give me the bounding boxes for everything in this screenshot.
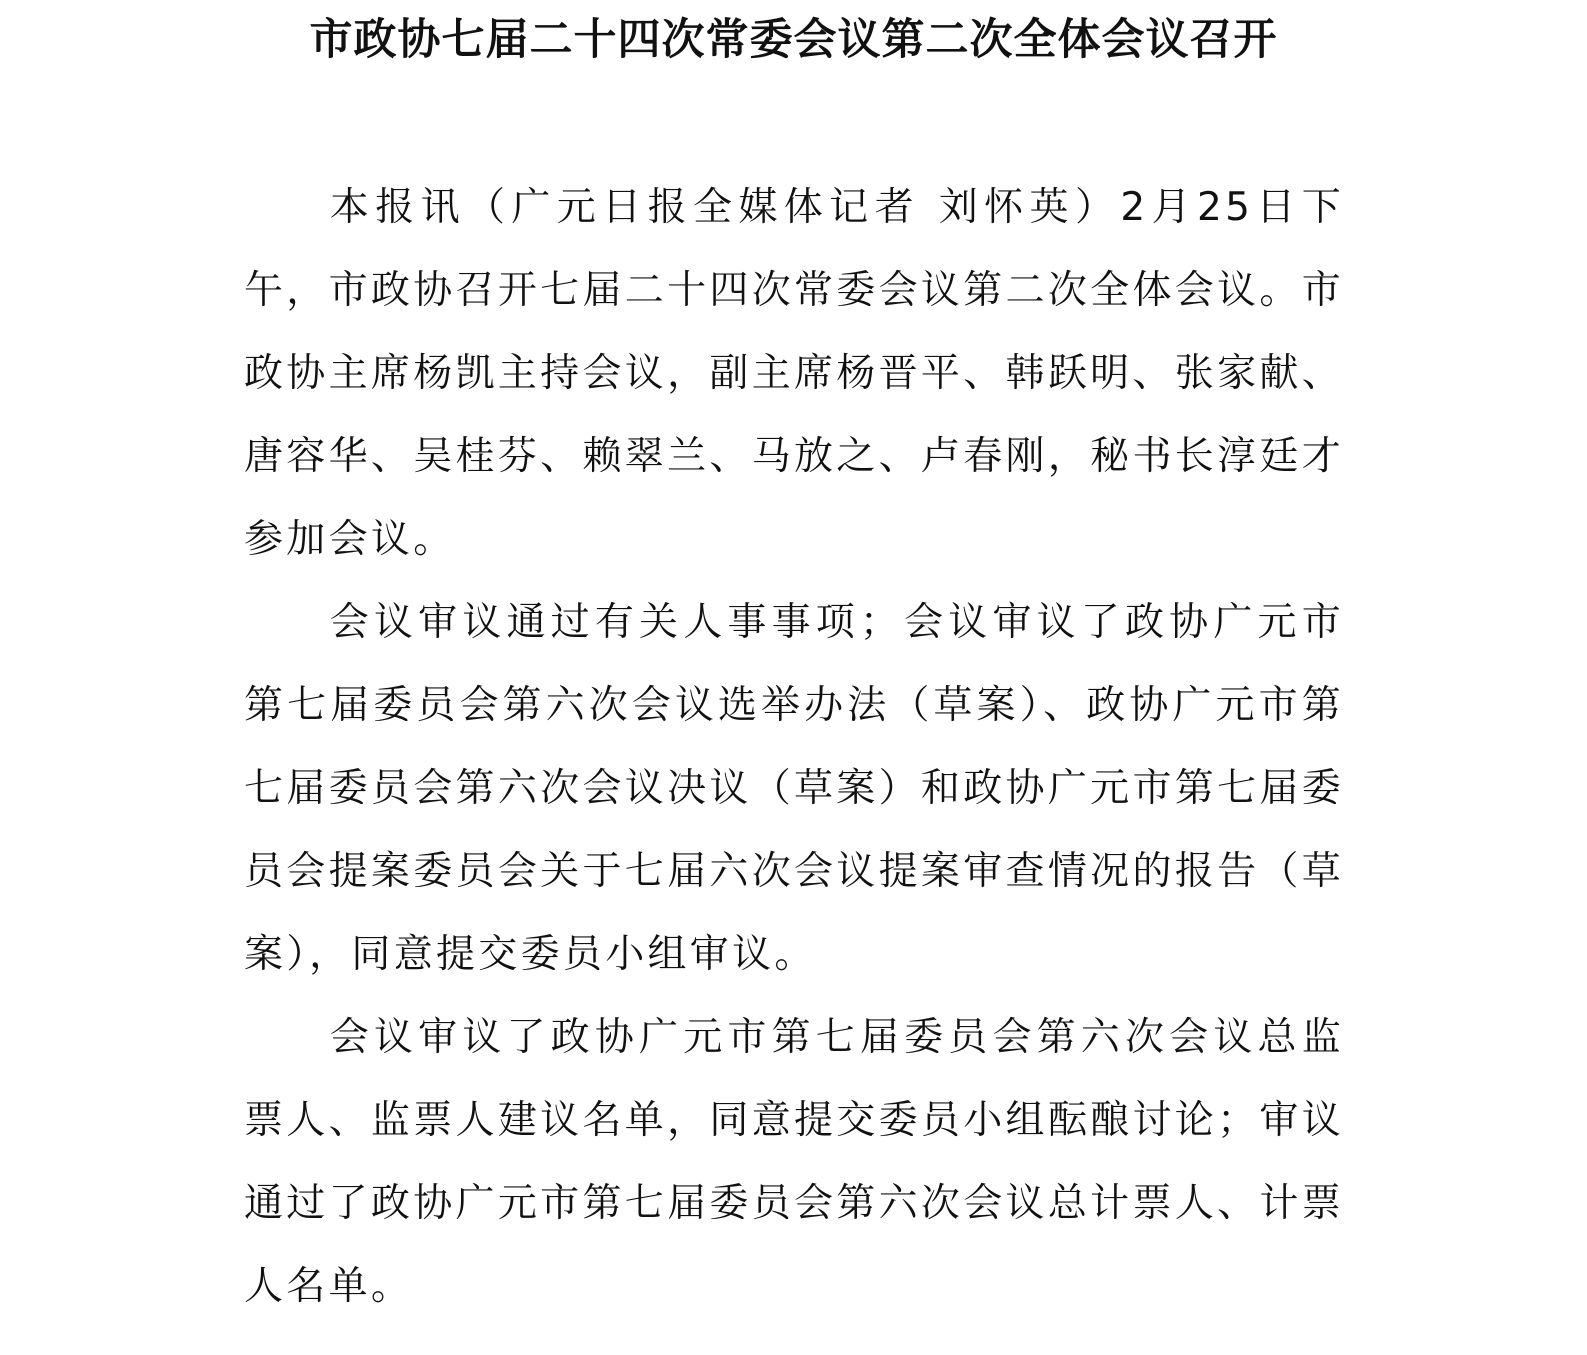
article-paragraph-1: 本报讯（广元日报全媒体记者 刘怀英）2月25日下午，市政协召开七届二十四次常委会议第二次全体会议。市政协主席杨凯主持会议，副主席杨晋平、韩跃明、张家献、唐容华、吴桂芬、赖翠兰、马放之、卢春刚，秘书长淳廷才参加会议。 [244, 185, 1344, 562]
article-body [244, 166, 1344, 1328]
article-title: 市政协七届二十四次常委会议第二次全体会议召开 [309, 15, 1278, 65]
article-paragraph-3: 会议审议了政协广元市第七届委员会第六次会议总监票人、监票人建议名单，同意提交委员小组酝酿讨论；审议通过了政协广元市第七届委员会第六次会议总计票人、计票人名单。 [244, 1015, 1344, 1309]
article-paragraph-2: 会议审议通过有关人事事项；会议审议了政协广元市第七届委员会第六次会议选举办法（草案）、政协广元市第七届委员会第六次会议决议（草案）和政协广元市第七届委员会提案委员会关于七届六次会议提案审查情况的报告（草案），同意提交委员小组审议。 [244, 600, 1344, 977]
